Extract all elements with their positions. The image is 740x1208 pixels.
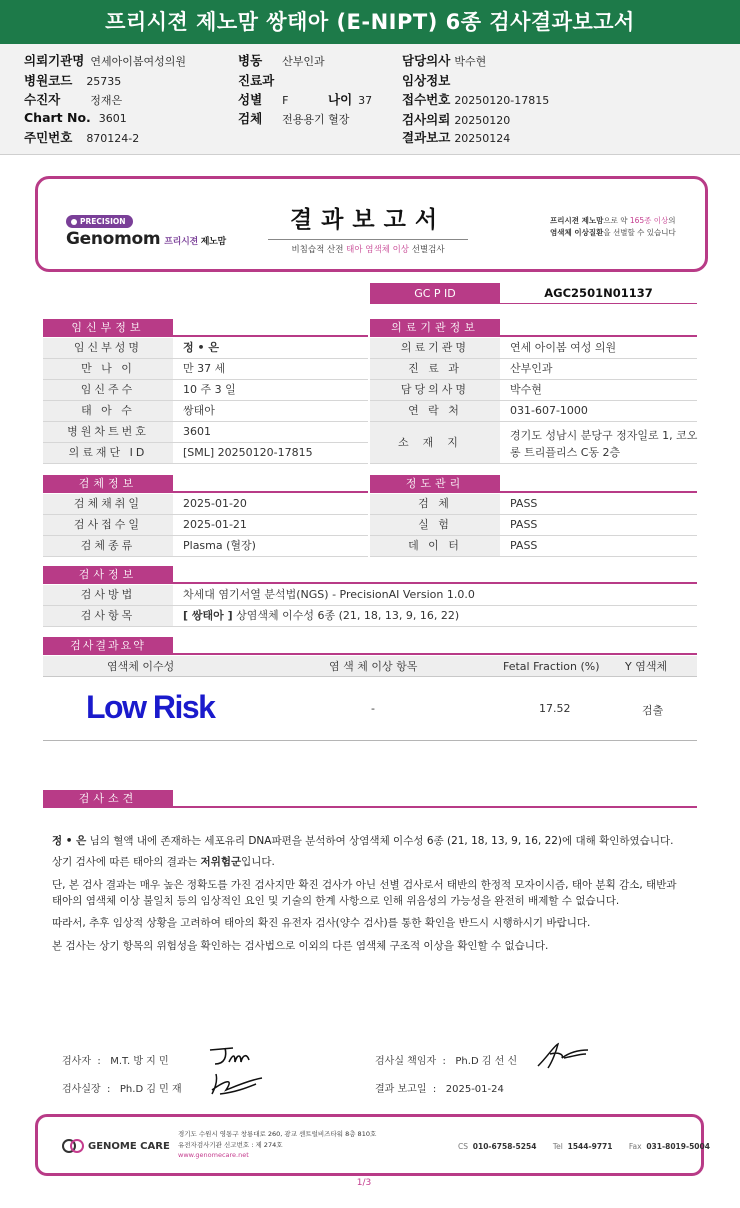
- report-date-line: 결과 보고일 : 2025-01-24: [375, 1084, 504, 1095]
- row-label: 태 아 수: [43, 401, 173, 421]
- section-divider: [173, 637, 697, 655]
- summary-bottom-line: [43, 740, 697, 741]
- row-label: 병원차트번호: [43, 422, 173, 442]
- gcpid-value: AGC2501N01137: [500, 283, 697, 304]
- precision-badge: PRECISION: [66, 215, 133, 228]
- report-subheading: 비침습적 산전 태아 염색체 이상 선별검사: [268, 239, 468, 255]
- section-summary-title: 검사결과요약: [43, 637, 173, 655]
- row-label: 임신주수: [43, 380, 173, 400]
- info-age: 나이 37: [328, 92, 373, 107]
- info-examinee: 수진자 정재은: [24, 92, 123, 107]
- info-row: [43, 443, 368, 464]
- row-value: PASS: [510, 497, 538, 510]
- col-y-chromosome: Y 염색체: [625, 660, 668, 673]
- tester-signature: [205, 1042, 255, 1070]
- y-chromosome-value: 검출: [642, 704, 664, 717]
- info-row: [370, 515, 697, 536]
- col-abnormal-items: 염 색 체 이상 항목: [329, 660, 418, 673]
- finding-paragraph-4: 따라서, 추후 임상적 상황을 고려하여 태아의 확진 유전자 검사(양수 검사)를 통한 확인을 반드시 시행하시기 바랍니다.: [52, 917, 591, 929]
- info-row: [370, 401, 697, 422]
- row-value: 2025-01-21: [183, 518, 247, 531]
- info-chart: Chart No. 3601: [24, 110, 127, 125]
- row-label: 의료기관명: [370, 338, 500, 358]
- finding-paragraph-2: 상기 검사에 따른 태아의 결과는 저위험군입니다.: [52, 856, 275, 868]
- info-row: [370, 536, 697, 557]
- test-method-row: 검사방법 차세대 염기서열 분석법(NGS) - PrecisionAI Version 1.0.0: [43, 585, 697, 606]
- info-row: [370, 380, 697, 401]
- footer-card: [35, 1114, 710, 1176]
- report-title-bar: 프리시젼 제노맘 쌍태아 (E-NIPT) 6종 검사결과보고서: [0, 0, 740, 44]
- fetal-fraction-value: 17.52: [539, 702, 571, 715]
- info-clinical: 임상정보: [402, 73, 451, 88]
- row-value: [SML] 20250120-17815: [183, 446, 313, 459]
- info-code: 병원코드 25735: [24, 73, 122, 88]
- footer-contacts: CS 010-6758-5254 Tel 1544-9771 Fax 031-8019-5004: [458, 1142, 710, 1151]
- product-description: 프리시젼 제노맘으로 약 165종 이상의 염색체 이상질환을 선별할 수 있습니다: [550, 216, 676, 237]
- info-row: [43, 380, 368, 401]
- info-ward: 병동 산부인과: [238, 53, 325, 68]
- row-value: PASS: [510, 539, 538, 552]
- genomom-logo: PRECISION Genomom 프리시젼 제노맘: [66, 217, 226, 249]
- section-divider: [173, 475, 368, 493]
- section-qc-title: 정도관리: [370, 475, 500, 493]
- tester-line: 검사자 : M.T. 방 지 민: [62, 1056, 169, 1067]
- section-findings-title: 검사소견: [43, 790, 173, 808]
- section-institution-title: 의료기관정보: [370, 319, 500, 337]
- info-report: 결과보고 20250124: [402, 130, 511, 145]
- row-label: 검사접수일: [43, 515, 173, 535]
- genomecare-icon: [62, 1137, 84, 1155]
- row-value: PASS: [510, 518, 538, 531]
- info-row: [43, 422, 368, 443]
- info-row: [43, 338, 368, 359]
- section-pregnant-title: 임신부정보: [43, 319, 173, 337]
- footer-website-link[interactable]: www.genomecare.net: [178, 1151, 249, 1159]
- row-value: 3601: [183, 425, 211, 438]
- row-label: 실 험: [370, 515, 500, 535]
- info-id: 주민번호 870124-2: [24, 130, 140, 145]
- info-row: [43, 359, 368, 380]
- row-label: 검체채취일: [43, 494, 173, 514]
- footer-address: 경기도 수원시 영통구 창룡대로 260, 광교 센트럴비즈타워 8층 810호 유전자검사기관 신고번호 : 제 274호 www.genomecare.net: [178, 1130, 377, 1159]
- row-value: 쌍태아: [183, 404, 215, 417]
- info-hospital: 의뢰기관명 연세아이봄여성의원: [24, 53, 187, 68]
- row-label: 검 체: [370, 494, 500, 514]
- col-fetal-fraction: Fetal Fraction (%): [503, 660, 600, 673]
- section-divider: [500, 319, 697, 337]
- row-label: 검체종류: [43, 536, 173, 556]
- row-value: 031-607-1000: [510, 404, 588, 417]
- info-dept: 진료과: [238, 73, 275, 88]
- lab-manager-signature: [206, 1070, 266, 1098]
- row-label: 임신부성명: [43, 338, 173, 358]
- finding-paragraph-5: 본 검사는 상기 항목의 위험성을 확인하는 검사법으로 이외의 다른 염색체 구조적 이상을 확인할 수 없습니다.: [52, 940, 549, 952]
- row-label: 데 이 터: [370, 536, 500, 556]
- row-value: 산부인과: [510, 362, 553, 375]
- row-label: 담당의사명: [370, 380, 500, 400]
- result-low-risk: Low Risk: [86, 689, 215, 725]
- abnormal-value: -: [371, 702, 375, 715]
- report-header-card: [35, 176, 708, 272]
- test-item-row: 검사항목 [ 쌍태아 ] 상염색체 이수성 6종 (21, 18, 13, 9, 16, 22): [43, 606, 697, 627]
- finding-paragraph-3: 단, 본 검사 결과는 매우 높은 정확도를 가진 검사지만 확진 검사가 아닌 선별 검사로서 태반의 한정적 모자이시즘, 태아 분획 감소, 태반과 태아의 염색체 이상 불일치 등의 임상적인 요인 및 기술의 한계 사항으로 인해 위음성의 가능성을 완전히 배제할 수 없습니다.: [52, 879, 677, 907]
- info-row: [43, 494, 368, 515]
- lab-director-signature: [534, 1040, 592, 1072]
- info-row: [43, 515, 368, 536]
- page-number: 1/3: [356, 1178, 372, 1188]
- section-test-title: 검사정보: [43, 566, 173, 584]
- section-divider: [173, 566, 697, 584]
- col-aneuploidy: 염색체 이수성: [107, 660, 175, 673]
- row-value: 2025-01-20: [183, 497, 247, 510]
- row-label: 만 나 이: [43, 359, 173, 379]
- section-divider: [173, 790, 697, 808]
- row-value: 만 37 세: [183, 362, 226, 375]
- row-value: 10 주 3 일: [183, 383, 236, 396]
- lab-manager-line: 검사실장 : Ph.D 김 민 재: [62, 1084, 182, 1095]
- info-receipt: 접수번호 20250120-17815: [402, 92, 550, 107]
- finding-paragraph-1: 정 • 은 님의 혈액 내에 존재하는 세포유리 DNA파편을 분석하여 상염색체 이수성 6종 (21, 18, 13, 9, 16, 22)에 대해 확인하였습니다.: [52, 835, 674, 847]
- patient-info-panel: [0, 44, 740, 155]
- section-divider: [500, 475, 697, 493]
- address-label: 소재지: [370, 422, 500, 464]
- section-specimen-title: 검체정보: [43, 475, 173, 493]
- info-sex: 성별 F: [238, 92, 289, 107]
- row-label: 연 락 처: [370, 401, 500, 421]
- info-row: [43, 536, 368, 557]
- info-row: [370, 338, 697, 359]
- row-label: 진 료 과: [370, 359, 500, 379]
- summary-header-row: [43, 656, 697, 677]
- genomecare-logo: GENOME CARE: [62, 1137, 170, 1155]
- row-value: 박수현: [510, 383, 542, 396]
- lab-director-line: 검사실 책임자 : Ph.D 김 선 신: [375, 1056, 518, 1067]
- row-value: 정 • 은: [183, 341, 219, 354]
- info-row: [43, 401, 368, 422]
- report-heading: 결과보고서: [289, 206, 447, 233]
- section-divider: [173, 319, 368, 337]
- address-value: 경기도 성남시 분당구 정자일로 1, 코오 롱 트리플리스 C동 2층: [510, 429, 698, 459]
- gcpid-label: GC P ID: [370, 283, 500, 304]
- row-value: 연세 아이봄 여성 의원: [510, 341, 617, 354]
- info-row: [370, 359, 697, 380]
- row-label: 의료재단 ID: [43, 443, 173, 463]
- info-specimen: 검체 전용용기 혈장: [238, 111, 350, 126]
- row-divider: [370, 463, 697, 464]
- row-value: Plasma (혈장): [183, 539, 256, 552]
- info-request: 검사의뢰 20250120: [402, 112, 511, 127]
- info-doctor: 담당의사 박수현: [402, 53, 487, 68]
- info-row: [370, 494, 697, 515]
